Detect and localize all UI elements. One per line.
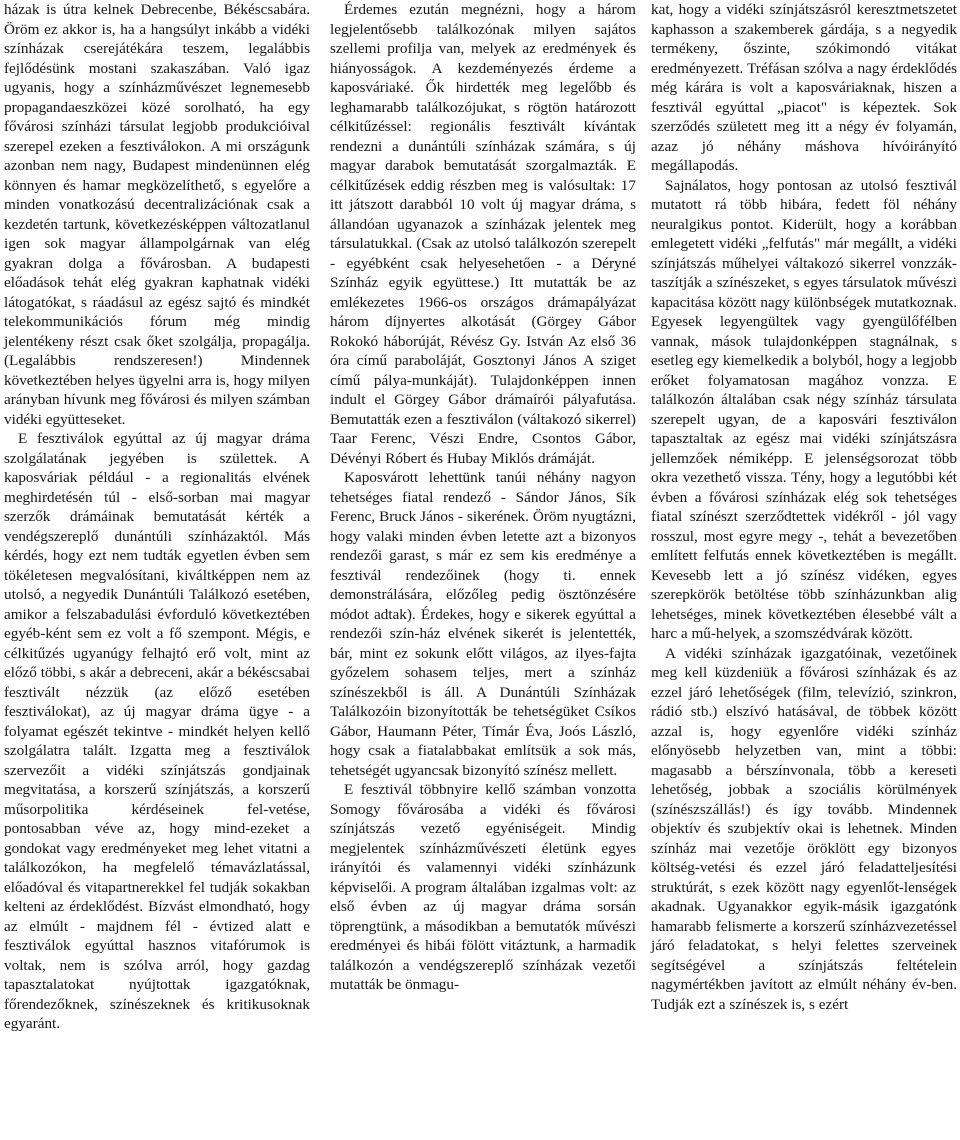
paragraph: házak is útra kelnek Debrecenbe, Békéscsabára. Öröm ez akkor is, ha a hangsúlyt inkább a vidéki színházak cserejátékára teszem, legalábbis fejlődésünk mostani szakaszában. Való igaz ugyanis, hogy a színházművészet legnemesebb propagandaeszközei közé sorolható, ha egy fővárosi színházi társulat legjobb produkcióival szerepel ezeken a fesztiválokon. A mi országunk azonban nem nagy, Budapest mindenünnen elég könnyen és hamar megközelíthető, s egyelőre a minden vonatkozású decentralizációnak csak a kezdetén tartunk, következésképpen változatlanul igen sok magyar állampolgárnak van elég gyakran dolga a fővárosban. A budapesti előadások tehát elég gyakran kaphatnak vidéki látogatókat, s ráadásul az egész sajtó és mindkét telekommunikációs fórum még mindig jelentékeny részt csak őket szolgálja, propagálja. (Legalábbis rendszeresen!) Mindennek következtében helyes ügyelni arra is, hogy milyen arányban hívunk meg fővárosi és milyen számban vidéki együtteseket. (4, 1, 310, 428)
paragraph: E fesztiválok egyúttal az új magyar dráma szolgálatának jegyében is születtek. A kaposváriak például - a regionalitás elvének meghirdetésén túl - első-sorban mai magyar szerzők drámáinak bemutatását kérték a vendégszereplő dunántúli színházaktól. Más kérdés, hogy ezt nem tudták egyetlen évben sem tökéletesen megvalósítani, kiváltképpen nem az utolsó, a negyedik Dunántúli Találkozó esetében, amikor a felszabadulási évforduló következtében egyéb-ként sem ez volt a fő szempont. Mégis, e célkitűzés ugyanúgy felhajtó erő volt, mint az előző többi, s akár a debreceni, akár a békéscsabai fesztivált nézzük (az előző esetében fesztiválokat), az új magyar dráma ügye - a folyamat egészét tekintve - mindkét helyen kellő szolgálatra talált. Izgatta meg a fesztiválok szervezőit a vidéki színjátszás gondjainak megvitatása, a korszerű színjátszás, a korszerű műsorpolitika kérdéseinek fel-vetése, pontosabban véve az, hogy mind-ezeket a gondokat vagy eredményeket meg lehet vitatni a találkozókon, ha megfelelő témavázlatással, előadóval és vitapartnerekkel fel tudják sokakban kelteni az érdeklődést. Bízvást elmondható, hogy az elmúlt - majdnem fél - évtized alatt e fesztiválok egyúttal hasznos vitafórumok is voltak, nem is szólva arról, hogy gazdag tapasztalatokat nyújtottak igazgatóknak, főrendezőknek, színészeknek és kritikusoknak egyaránt. (4, 430, 310, 1032)
paragraph: kat, hogy a vidéki színjátszásról keresztmetszetet kaphasson a szakemberek gárdája, s a negyedik termékeny, őszinte, szókimondó vitákat eredményezett. Tréfásan szólva a nagy érdeklődés még kárára is volt a kaposváriaknak, hiszen a fesztivál egyúttal „piacot" is képeztek. Sok szerződés született meg itt a négy év folyamán, azaz jó néhány máshova hívóirányító megállapodás. (651, 1, 957, 174)
text-column-1 (4, 0, 310, 1034)
paragraph: A vidéki színházak igazgatóinak, vezetőinek meg kell küzdeniük a fővárosi színházak és az ezzel járó lehetőségek (film, televízió, szinkron, rádió stb.) elszívó hatásával, de többek között azzal is, hogy egyenlőre vidéki színház előnyösebb helyzetben van, mint a többi: magasabb a bérszínvonala, több a kereseti lehetőség, jobbak a szociális körülmények (színészszállás!) és így tovább. Mindennek objektív és szubjektív okai is lehetnek. Minden színház mai vezetője öröklött egy bizonyos költség-vetési és ezzel járó feladatteljesítési struktúrát, s ezek között nagy egyenlőt-lenségek akadnak. Ugyanakkor egyik-másik igazgatónk hamarabb felismerte a korszerű színházvezetéssel járó feladatokat, s helyi felettes szerveinek segítségével a színjátszás feltételein nagymértékben javított az elmúlt néhány év-ben. Tudják ezt a színészek is, s ezért (651, 644, 957, 1013)
text-column-2 (330, 0, 636, 995)
paragraph: Érdemes ezután megnézni, hogy a három legjelentősebb találkozónak milyen sajátos szellemi profilja van, melyek az eredmények és hiányosságok. A kezdeményezés érdeme a kaposváriaké. Ők hirdették meg legelőbb és leghamarabb találkozójukat, s rögtön határozott célkitűzéssel: regionális fesztivált kívántak rendezni a dunántúli színházak számára, s új magyar darabok bemutatását szorgalmazták. E célkitűzések eddig részben meg is valósultak: 17 itt játszott darabból 10 volt új magyar dráma, s állandóan ugyanazok a színházak jelentek meg társulatukkal. (Csak az utolsó találkozón szerepelt - egyébként csak helyesehetően - a Déryné Színház egyik együttese.) Itt mutatták be az emlékezetes 1966-os országos drámapályázat három díjnyertes alkotását (Görgey Gábor Rokokó háborúját, Révész Gy. István Az első 36 óra című paraboláját, Gosztonyi János A sziget című pálya-munkáját). Tulajdonképpen innen indult el Görgey Gábor drámaírói pályafutása. Bemutatták ezen a fesztiválon (váltakozó sikerrel) Taar Ferenc, Vészi Endre, Csontos Gábor, Dévényi Róbert és Hubay Miklós drámáját. (330, 1, 636, 467)
paragraph: Kaposvárott lehettünk tanúi néhány nagyon tehetséges fiatal rendező - Sándor János, Sík Ferenc, Bruck János - sikerének. Öröm nyugtázni, hogy valaki minden évben letette azt a bizonyos rendezői garast, s már ez sem kis eredménye a fesztivál rendezőinek (hogy ti. ennek demonstrálására, előzőleg pedig ösztönzésére módot adtak). Érdekes, hogy e sikerek egyúttal a rendezői szín-ház elvének sikerét is jelentették, bár, mint ez sokunk előtt világos, az ilyes-fajta győzelem sohasem teljes, mert a színház színészekből is áll. A Dunántúli Színházak Találkozóin bizonyították be tehetségüket Csíkos Gábor, Haumann Péter, Tímár Éva, Joós László, hogy csak a fiatalabbakat említsük a sok más, tehetségét ugyancsak bizonyító színész mellett. (330, 469, 636, 779)
paragraph: E fesztivál többnyire kellő számban vonzotta Somogy fővárosába a vidéki és fővárosi színjátszás vezető egyéniségeit. Mindig megjelentek színházművészeti életünk egyes irányítói és valamennyi vidéki színházunk képviselői. A program általában izgalmas volt: az első évben az új magyar dráma sorsán töprengtünk, a másodikban a bemutatók művészi eredményei és hibái fölött vitáztunk, a harmadik találkozón a vendégszereplő színházak vezetői mutatták be önmagu- (330, 781, 636, 993)
paragraph: Sajnálatos, hogy pontosan az utolsó fesztivál mutatott rá több hibára, fedett föl néhány neuralgikus pontot. Kiderült, hogy a korábban emlegetett vidéki „felfutás" már megállt, a vidéki színjátszás műhelyei váltakozó sikerrel vonzzák-taszítják a színészeket, s egyes társulatok művészi kapacitása között nagy különbségek mutatkoznak. Egyesek legyengültek vagy gyengülőfélben vannak, mások tulajdonképpen stagnálnak, s esetleg egy kiemelkedik a bolyból, hogy a legjobb erőket folyamatosan magához vonzza. E találkozón általában csak négy színház társulata szerepelt ugyan, de a kaposvári fesztiválon tapasztaltak az egész mai vidéki színjátszásra jellemzőek némiképp. E jelenségsorozat több okra vezethető vissza. Tény, hogy a legutóbbi két évben a fővárosi színházak elég sok tehetséges fiatal színészt szerződtettek vidékről - jól vagy rosszul, most egyre megy -, tehát a bevezetőben említett felfutás ennek következtében is megállt. Kevesebb lett a jó színész vidéken, egyes szerepkörök betöltése több színházunkban alig lehetséges, minek következtében élesebbé vált a harc a mű-helyek, a szomszédvárak között. (651, 176, 957, 642)
text-column-3 (651, 0, 957, 1014)
